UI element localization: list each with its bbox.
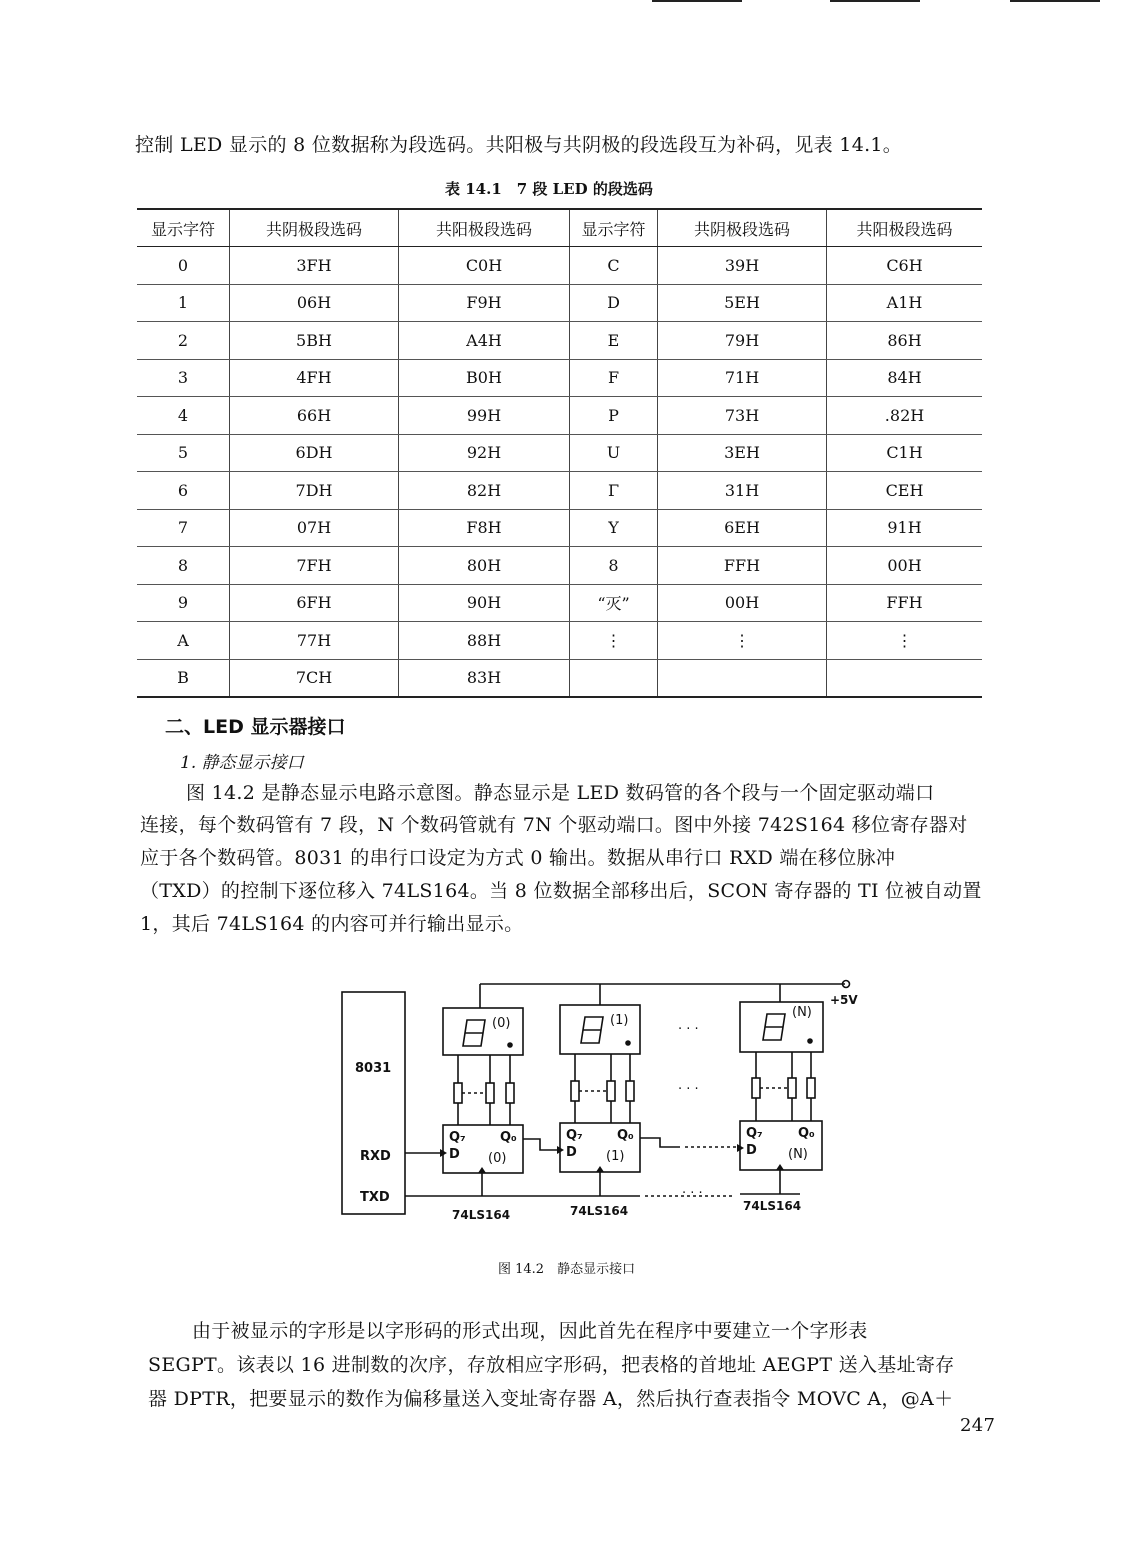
display-label-0: (0) (492, 1016, 511, 1031)
txd-label: TXD (360, 1190, 390, 1205)
table-cell: C (570, 247, 658, 285)
table-cell: 7FH (230, 547, 399, 585)
table-cell: 3 (137, 359, 230, 397)
table-cell: 71H (658, 359, 827, 397)
q7-label-n: Q₇ (746, 1126, 763, 1141)
paragraph-1-line-3: 应于各个数码管。8031 的串行口设定为方式 0 输出。数据从串行口 RXD 端在移位脉冲 (140, 847, 896, 869)
table-cell: 8 (570, 547, 658, 585)
table-cell: 1 (137, 284, 230, 322)
display-label-1: (1) (610, 1013, 629, 1028)
table-cell: 3EH (658, 434, 827, 472)
table-cell: CEH (827, 472, 983, 510)
table-cell: 91H (827, 509, 983, 547)
page-number: 247 (960, 1415, 996, 1436)
table-cell: 6DH (230, 434, 399, 472)
table-cell: 7 (137, 509, 230, 547)
col-header: 显示字符 (137, 209, 230, 247)
reg-tag-n: (N) (788, 1147, 808, 1162)
col-header: 共阳极段选码 (399, 209, 570, 247)
table-cell: “灭” (570, 584, 658, 622)
table-cell: 00H (827, 547, 983, 585)
table-cell: B (137, 659, 230, 697)
d-label-1: D (566, 1145, 577, 1160)
table-cell: F9H (399, 284, 570, 322)
table-cell: 90H (399, 584, 570, 622)
table-cell: F (570, 359, 658, 397)
table-cell: Y (570, 509, 658, 547)
table-cell: 5 (137, 434, 230, 472)
rxd-label: RXD (360, 1149, 391, 1164)
chip-label-1: 74LS164 (570, 1204, 629, 1218)
chip-label-n: 74LS164 (743, 1199, 802, 1213)
q0-label-n: Q₀ (798, 1126, 815, 1141)
table-cell: 0 (137, 247, 230, 285)
table-cell: 31H (658, 472, 827, 510)
table-cell: 7CH (230, 659, 399, 697)
vcc-label: +5V (830, 993, 858, 1007)
table-cell: 77H (230, 622, 399, 660)
paragraph-1-line-4: （TXD）的控制下逐位移入 74LS164。当 8 位数据全部移出后，SCON 寄存器的 TI 位被自动置 (140, 880, 982, 902)
table-cell: A (137, 622, 230, 660)
table-cell: 83H (399, 659, 570, 697)
paragraph-2-line-1: 由于被显示的字形是以字形码的形式出现，因此首先在程序中要建立一个字形表 (192, 1320, 868, 1342)
chip-label-0: 74LS164 (452, 1208, 511, 1222)
table-cell: 4FH (230, 359, 399, 397)
table-cell: 73H (658, 397, 827, 435)
table-cell: .82H (827, 397, 983, 435)
table-cell: 6 (137, 472, 230, 510)
table-cell: A1H (827, 284, 983, 322)
table-cell: 7DH (230, 472, 399, 510)
ellipsis-txd: · · · (682, 1186, 703, 1201)
table-cell: D (570, 284, 658, 322)
table-cell: 5EH (658, 284, 827, 322)
table-cell: 86H (827, 322, 983, 360)
table-cell: 79H (658, 322, 827, 360)
ellipsis-displays: · · · (678, 1022, 699, 1037)
table-cell: 8 (137, 547, 230, 585)
table-cell: C1H (827, 434, 983, 472)
col-header: 显示字符 (570, 209, 658, 247)
table-cell: E (570, 322, 658, 360)
table-cell: FFH (827, 584, 983, 622)
paragraph-1-line-5: 1，其后 74LS164 的内容可并行输出显示。 (140, 913, 524, 935)
table-cell: 99H (399, 397, 570, 435)
col-header: 共阴极段选码 (230, 209, 399, 247)
table-cell: P (570, 397, 658, 435)
table-cell: ⋮ (658, 622, 827, 660)
reg-tag-0: (0) (488, 1151, 507, 1166)
paragraph-1-line-2: 连接，每个数码管有 7 段，N 个数码管就有 7N 个驱动端口。图中外接 742S164 移位寄存器对 (140, 814, 968, 836)
table-cell: F8H (399, 509, 570, 547)
table-cell: 2 (137, 322, 230, 360)
subsection-heading: 1. 静态显示接口 (180, 753, 304, 773)
col-header: 共阳极段选码 (827, 209, 983, 247)
table-cell: 82H (399, 472, 570, 510)
table-cell: 4 (137, 397, 230, 435)
table-cell: ⋮ (827, 622, 983, 660)
table-cell: 07H (230, 509, 399, 547)
q0-label-1: Q₀ (617, 1128, 634, 1143)
table-cell: 6EH (658, 509, 827, 547)
table-cell: 00H (658, 584, 827, 622)
table-cell: C6H (827, 247, 983, 285)
table-caption: 表 14.1 7 段 LED 的段选码 (445, 180, 653, 198)
display-label-n: (N) (792, 1005, 812, 1020)
col-header: 共阴极段选码 (658, 209, 827, 247)
table-cell: 9 (137, 584, 230, 622)
cpu-block (342, 992, 405, 1214)
table-cell: 84H (827, 359, 983, 397)
paragraph-1-line-1: 图 14.2 是静态显示电路示意图。静态显示是 LED 数码管的各个段与一个固定驱动端口 (186, 782, 935, 804)
table-cell: 39H (658, 247, 827, 285)
q7-label-0: Q₇ (449, 1130, 466, 1145)
table-cell: 6FH (230, 584, 399, 622)
table-cell: A4H (399, 322, 570, 360)
table-cell: 5BH (230, 322, 399, 360)
q7-label-1: Q₇ (566, 1128, 583, 1143)
ellipsis-resistors: · · · (678, 1082, 699, 1097)
table-cell: ⋮ (570, 622, 658, 660)
table-cell: 06H (230, 284, 399, 322)
table-cell: 66H (230, 397, 399, 435)
figure-caption: 图 14.2 静态显示接口 (498, 1262, 636, 1277)
table-cell: U (570, 434, 658, 472)
table-cell: Γ (570, 472, 658, 510)
intro-paragraph: 控制 LED 显示的 8 位数据称为段选码。共阳极与共阴极的段选段互为补码，见表 14.1。 (135, 134, 903, 156)
table-cell: 88H (399, 622, 570, 660)
paragraph-2-line-2: SEGPT。该表以 16 进制数的次序，存放相应字形码，把表格的首地址 AEGPT 送入基址寄存 (148, 1354, 955, 1376)
table-cell: B0H (399, 359, 570, 397)
reg-tag-1: (1) (606, 1149, 625, 1164)
q0-label-0: Q₀ (500, 1130, 517, 1145)
section-heading: 二、LED 显示器接口 (165, 716, 346, 738)
d-label-n: D (746, 1143, 757, 1158)
table-cell: 80H (399, 547, 570, 585)
table-cell: FFH (658, 547, 827, 585)
cpu-label: 8031 (355, 1061, 392, 1076)
table-cell: C0H (399, 247, 570, 285)
table-cell: 92H (399, 434, 570, 472)
table-cell: 3FH (230, 247, 399, 285)
d-label-0: D (449, 1147, 460, 1162)
paragraph-2-line-3: 器 DPTR，把要显示的数作为偏移量送入变址寄存器 A，然后执行查表指令 MOVC A，@A＋ (148, 1388, 954, 1410)
